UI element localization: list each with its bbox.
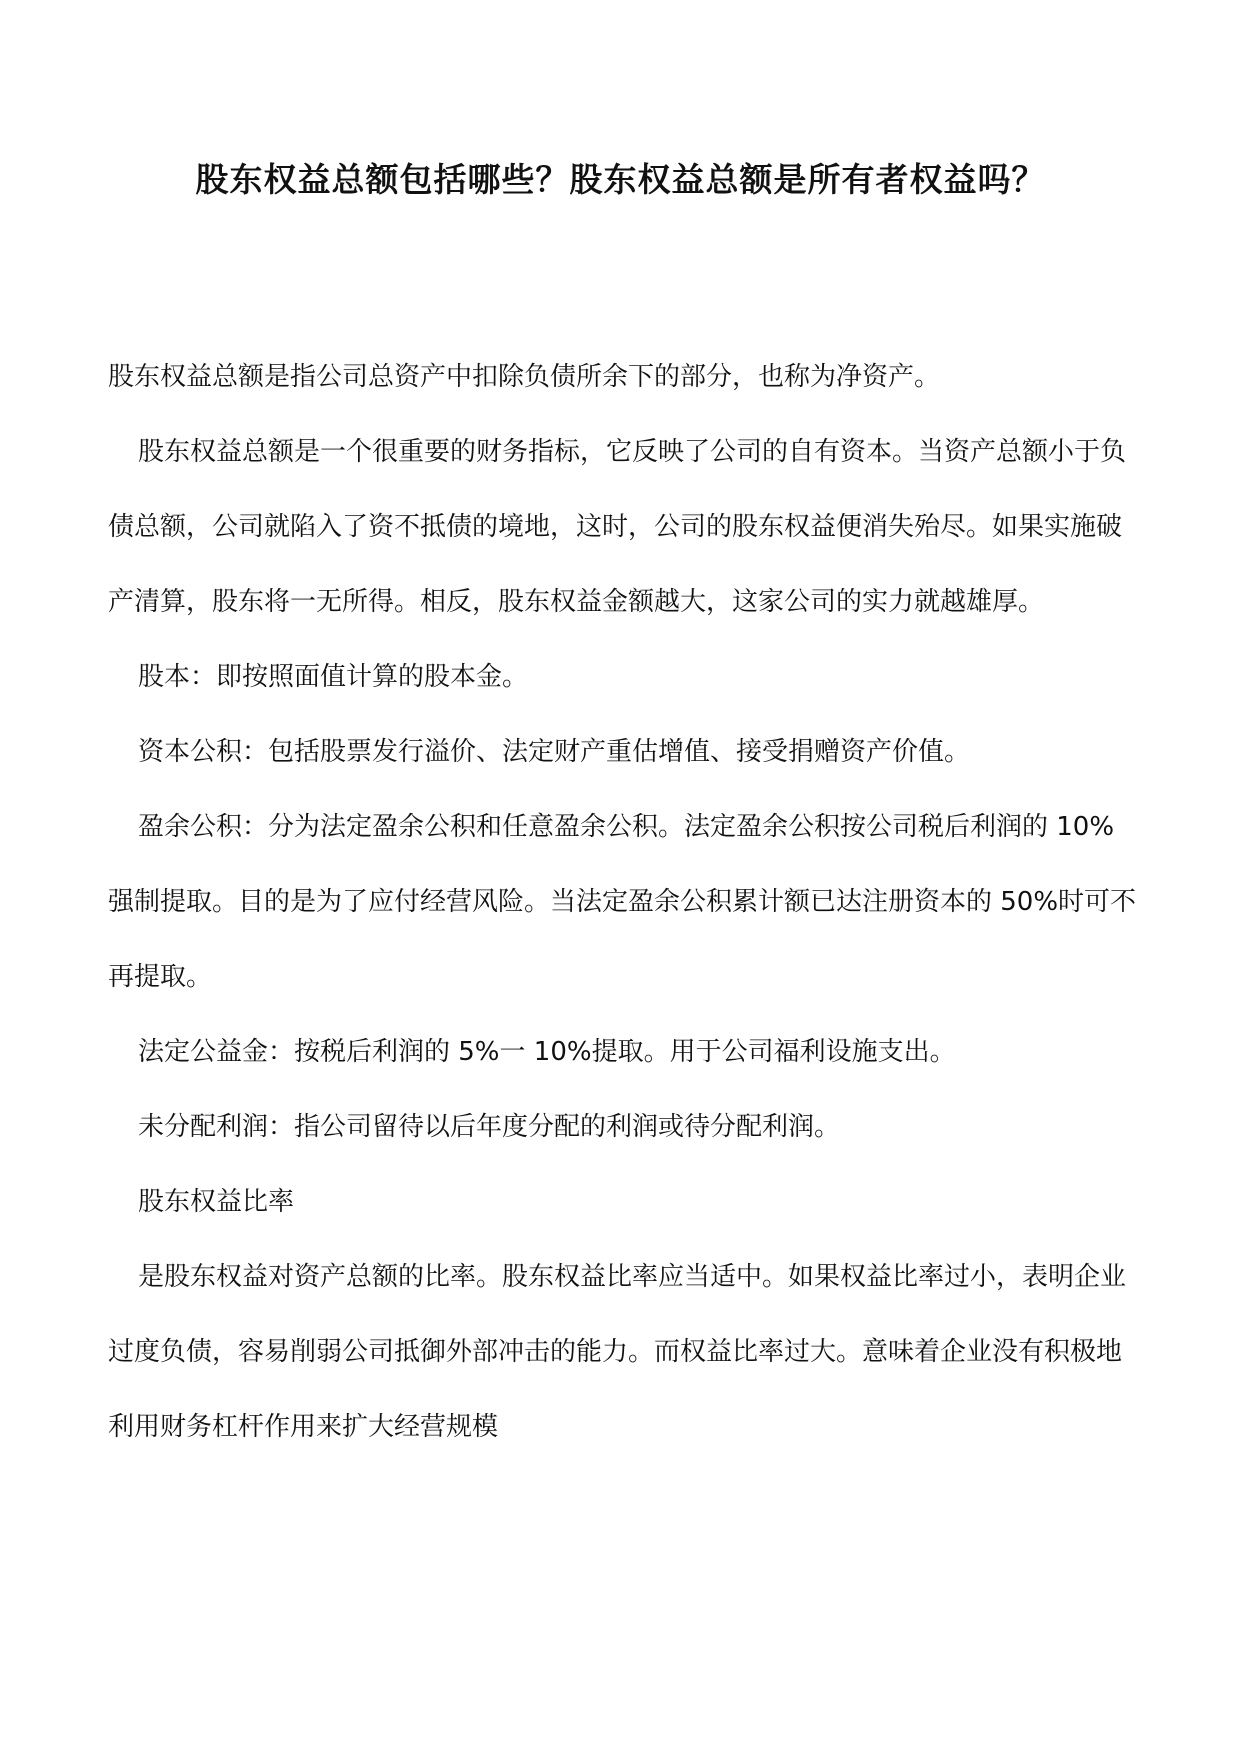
paragraph-definition: 股东权益总额是指公司总资产中扣除负债所余下的部分，也称为净资产。 xyxy=(108,362,941,392)
paragraph-capital-reserve: 资本公积：包括股票发行溢价、法定财产重估增值、接受捐赠资产价值。 xyxy=(138,737,971,767)
paragraph-equity-ratio: 是股东权益对资产总额的比率。股东权益比率应当适中。如果权益比率过小，表明企业过度负债，容易削弱公司抵御外部冲击的能力。而权益比率过大。意味着企业没有积极地利用财务杠杆作用来扩大经营规模 xyxy=(108,1262,1127,1442)
paragraph-undistributed-profit: 未分配利润：指公司留待以后年度分配的利润或待分配利润。 xyxy=(138,1112,841,1142)
paragraph-public-welfare-fund: 法定公益金：按税后利润的 5%一 10%提取。用于公司福利设施支出。 xyxy=(138,1037,956,1067)
paragraph-importance: 股东权益总额是一个很重要的财务指标，它反映了公司的自有资本。当资产总额小于负债总额，公司就陷入了资不抵债的境地，这时，公司的股东权益便消失殆尽。如果实施破产清算，股东将一无所得。相反，股东权益金额越大，这家公司的实力就越雄厚。 xyxy=(108,437,1127,617)
paragraph-share-capital: 股本：即按照面值计算的股本金。 xyxy=(138,662,529,692)
paragraph-surplus-reserve: 盈余公积：分为法定盈余公积和任意盈余公积。法定盈余公积按公司税后利润的 10%强制提取。目的是为了应付经营风险。当法定盈余公积累计额已达注册资本的 50%时可不再提取。 xyxy=(108,812,1137,992)
document-title: 股东权益总额包括哪些？股东权益总额是所有者权益吗？ xyxy=(195,160,1046,199)
document-body xyxy=(108,340,1138,1465)
section-heading-equity-ratio: 股东权益比率 xyxy=(138,1187,295,1217)
